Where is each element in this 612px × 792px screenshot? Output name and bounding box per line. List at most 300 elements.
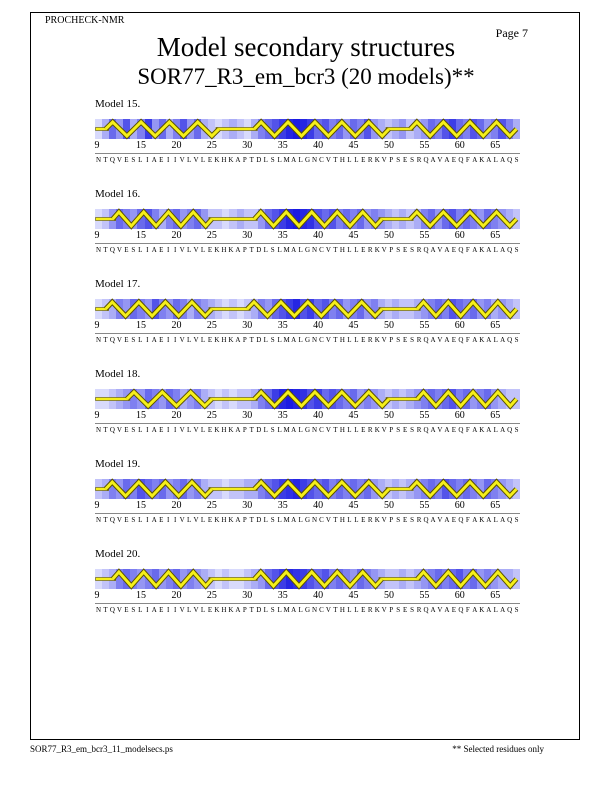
residue-letter: N — [95, 516, 102, 524]
tick-label: 65 — [490, 590, 501, 601]
helix — [254, 572, 382, 586]
residue-letter: Q — [423, 336, 429, 344]
tick-label: 40 — [313, 590, 324, 601]
tick-label: 15 — [136, 320, 147, 331]
residue-letter: V — [179, 246, 185, 254]
coil-segment — [209, 218, 258, 221]
residue-letter: D — [256, 156, 262, 164]
residue-letter: A — [500, 246, 506, 254]
residue-letter: S — [514, 606, 519, 614]
residue-letter: R — [416, 336, 422, 344]
tick-label: 55 — [419, 500, 430, 511]
residue-letter: S — [131, 246, 136, 254]
residue-letter: H — [339, 246, 345, 254]
tick-label: 60 — [454, 320, 465, 331]
residue-letter: T — [103, 516, 108, 524]
residue-letter: V — [437, 426, 443, 434]
residue-letter: V — [116, 606, 122, 614]
tick-label: 25 — [206, 140, 217, 151]
residue-letter: A — [472, 606, 478, 614]
secondary-structure-track — [95, 389, 520, 409]
residue-axis — [95, 230, 520, 242]
residue-letter: Q — [423, 156, 429, 164]
residue-letter: R — [416, 156, 422, 164]
tick-label: 9 — [94, 320, 100, 331]
residue-letter: E — [451, 606, 457, 614]
coil-segment — [386, 398, 420, 401]
residue-letter: A — [235, 156, 241, 164]
residue-letter: L — [347, 606, 352, 614]
coil-segment — [216, 128, 257, 131]
residue-axis — [95, 500, 520, 512]
residue-letter: V — [193, 516, 199, 524]
residue-letter: N — [95, 246, 102, 254]
tick-label: 45 — [348, 320, 359, 331]
residue-letter: R — [416, 426, 422, 434]
residue-letter: L — [298, 246, 303, 254]
footer-note: ** Selected residues only — [452, 744, 544, 754]
residue-letter: L — [493, 156, 498, 164]
residue-letter: L — [347, 426, 352, 434]
secondary-structure-track — [95, 299, 520, 319]
residue-letter: A — [500, 426, 506, 434]
residue-letter: K — [214, 606, 220, 614]
tick-label: 40 — [313, 500, 324, 511]
residue-letter: G — [305, 156, 311, 164]
residue-letter: V — [193, 156, 199, 164]
tick-label: 60 — [454, 140, 465, 151]
tick-label: 35 — [277, 230, 288, 241]
tick-label: 25 — [206, 590, 217, 601]
residue-letter: L — [186, 336, 192, 344]
residue-letter: S — [410, 246, 415, 254]
residue-letter: L — [354, 156, 359, 164]
residue-letter: H — [221, 426, 227, 434]
residue-letter: C — [319, 336, 324, 344]
residue-letter: A — [291, 246, 297, 254]
residue-letter: R — [367, 516, 373, 524]
residue-letter: E — [402, 246, 408, 254]
residue-letter: P — [389, 156, 394, 164]
residue-letter: T — [333, 516, 338, 524]
residue-letter: T — [333, 246, 338, 254]
residue-letter: A — [151, 516, 157, 524]
residue-letter: K — [228, 336, 234, 344]
residue-letter: P — [242, 156, 247, 164]
residue-letter: D — [256, 336, 262, 344]
tick-label: 40 — [313, 410, 324, 421]
residue-letter: A — [430, 336, 436, 344]
residue-letter: M — [283, 426, 290, 434]
residue-letter: E — [402, 156, 408, 164]
residue-letter: Q — [423, 246, 429, 254]
residue-letter: V — [116, 426, 122, 434]
residue-letter: A — [291, 426, 297, 434]
residue-letter: F — [465, 516, 470, 524]
residue-letter: A — [486, 156, 492, 164]
residue-letter: L — [186, 516, 192, 524]
residue-letter: V — [381, 516, 387, 524]
residue-letter: L — [493, 426, 498, 434]
residue-letter: S — [131, 336, 136, 344]
tick-label: 30 — [242, 230, 253, 241]
residue-letter: A — [472, 156, 478, 164]
residue-letter: L — [186, 156, 192, 164]
residue-letter: K — [228, 246, 234, 254]
residue-letter: V — [325, 156, 331, 164]
residue-letter: P — [389, 426, 394, 434]
residue-letter: E — [451, 246, 457, 254]
residue-letter: D — [256, 606, 262, 614]
residue-letter: A — [235, 606, 241, 614]
tick-label: 15 — [136, 410, 147, 421]
residue-letter: A — [151, 606, 157, 614]
residue-letter: T — [249, 426, 254, 434]
residue-letter: C — [319, 426, 324, 434]
model-block — [0, 458, 612, 528]
residue-letter: S — [396, 606, 401, 614]
residue-letter: R — [367, 426, 373, 434]
tick-label: 20 — [171, 410, 182, 421]
helix — [254, 212, 382, 226]
residue-letter: A — [444, 246, 450, 254]
residue-letter: T — [103, 606, 108, 614]
residue-letter: S — [131, 606, 136, 614]
tick-label: 35 — [277, 590, 288, 601]
tick-label: 9 — [94, 140, 100, 151]
tick-label: 45 — [348, 140, 359, 151]
residue-letter: I — [167, 336, 170, 344]
residue-letter: V — [437, 246, 443, 254]
residue-letter: L — [200, 336, 206, 344]
residue-letter: I — [167, 516, 170, 524]
coil-segment — [379, 578, 420, 581]
residue-letter: V — [437, 516, 443, 524]
tick-label: 30 — [242, 410, 253, 421]
residue-letter: K — [374, 606, 380, 614]
sequence-row — [95, 243, 520, 257]
residue-letter: L — [277, 246, 282, 254]
residue-letter: L — [263, 426, 268, 434]
tick-label: 50 — [383, 320, 394, 331]
residue-letter: Q — [507, 156, 513, 164]
tick-label: 65 — [490, 410, 501, 421]
residue-letter: V — [116, 246, 122, 254]
residue-letter: L — [347, 336, 352, 344]
residue-letter: N — [311, 336, 318, 344]
residue-letter: R — [416, 516, 422, 524]
residue-letter: I — [167, 246, 170, 254]
helix — [247, 302, 382, 316]
tick-label: 30 — [242, 500, 253, 511]
residue-letter: K — [214, 426, 220, 434]
program-name: PROCHECK-NMR — [45, 15, 125, 26]
residue-letter: T — [103, 246, 108, 254]
residue-letter: E — [207, 606, 213, 614]
residue-letter: V — [381, 156, 387, 164]
residue-letter: L — [138, 516, 143, 524]
residue-letter: A — [291, 606, 297, 614]
residue-letter: K — [374, 156, 380, 164]
tick-label: 45 — [348, 500, 359, 511]
residue-letter: S — [396, 516, 401, 524]
residue-letter: E — [361, 606, 366, 614]
residue-letter: E — [124, 426, 129, 434]
residue-letter: T — [333, 336, 338, 344]
tick-label: 40 — [313, 140, 324, 151]
residue-letter: Q — [423, 606, 429, 614]
residue-letter: A — [291, 156, 297, 164]
residue-letter: A — [151, 156, 157, 164]
residue-letter: P — [242, 246, 247, 254]
residue-letter: K — [228, 516, 234, 524]
residue-letter: I — [173, 246, 177, 254]
residue-letter: I — [146, 246, 149, 254]
model-block — [0, 188, 612, 258]
tick-label: 35 — [277, 140, 288, 151]
residue-letter: I — [173, 426, 177, 434]
residue-letter: S — [396, 156, 401, 164]
residue-letter: S — [410, 606, 415, 614]
residue-letter: E — [207, 516, 213, 524]
residue-letter: A — [235, 246, 241, 254]
residue-letter: Q — [109, 246, 115, 254]
residue-letter: N — [95, 156, 102, 164]
tick-label: 55 — [419, 320, 430, 331]
tick-label: 30 — [242, 590, 253, 601]
residue-letter: E — [159, 516, 164, 524]
residue-letter: S — [514, 516, 519, 524]
tick-label: 9 — [94, 590, 100, 601]
residue-letter: N — [311, 606, 318, 614]
tick-label: 40 — [313, 230, 324, 241]
residue-letter: E — [402, 336, 408, 344]
residue-letter: V — [381, 336, 387, 344]
tick-label: 9 — [94, 410, 100, 421]
residue-letter: V — [325, 426, 331, 434]
residue-letter: K — [479, 516, 485, 524]
page-subtitle: SOR77_R3_em_bcr3 (20 models)** — [137, 64, 475, 89]
residue-letter: L — [263, 246, 268, 254]
residue-letter: E — [124, 156, 129, 164]
residue-letter: S — [270, 246, 275, 254]
residue-letter: C — [319, 156, 324, 164]
residue-letter: V — [325, 336, 331, 344]
residue-letter: V — [381, 606, 387, 614]
secondary-structure-track — [95, 479, 520, 499]
residue-letter: Q — [458, 516, 464, 524]
residue-letter: V — [325, 606, 331, 614]
residue-letter: L — [298, 606, 303, 614]
residue-axis — [95, 140, 520, 152]
residue-letter: E — [361, 426, 366, 434]
tick-label: 35 — [277, 500, 288, 511]
residue-letter: V — [193, 426, 199, 434]
residue-letter: G — [305, 606, 311, 614]
residue-letter: V — [116, 156, 122, 164]
residue-letter: P — [389, 606, 394, 614]
coil-segment — [209, 398, 258, 401]
residue-letter: A — [500, 606, 506, 614]
residue-letter: T — [333, 426, 338, 434]
residue-letter: L — [277, 156, 282, 164]
residue-letter: Q — [507, 606, 513, 614]
tick-label: 20 — [171, 140, 182, 151]
sequence-row — [95, 513, 520, 527]
residue-letter: E — [159, 336, 164, 344]
tick-label: 20 — [171, 320, 182, 331]
tick-label: 55 — [419, 410, 430, 421]
residue-letter: A — [472, 426, 478, 434]
page-number: Page 7 — [495, 26, 528, 40]
residue-letter: L — [263, 606, 268, 614]
residue-letter: H — [339, 156, 345, 164]
residue-letter: L — [298, 336, 303, 344]
residue-letter: S — [270, 606, 275, 614]
tick-label: 55 — [419, 230, 430, 241]
tick-label: 45 — [348, 410, 359, 421]
model-label: Model 16. — [95, 188, 141, 200]
residue-letter: A — [291, 516, 297, 524]
residue-letter: A — [444, 516, 450, 524]
tick-label: 60 — [454, 230, 465, 241]
residue-letter: S — [131, 156, 136, 164]
coil-segment — [379, 218, 413, 221]
residue-letter: S — [514, 246, 519, 254]
residue-letter: E — [207, 156, 213, 164]
residue-letter: L — [347, 246, 352, 254]
tick-label: 50 — [383, 230, 394, 241]
helix — [254, 482, 389, 496]
residue-letter: P — [242, 426, 247, 434]
tick-label: 40 — [313, 320, 324, 331]
residue-letter: I — [146, 336, 149, 344]
residue-letter: N — [95, 606, 102, 614]
tick-label: 65 — [490, 320, 501, 331]
tick-label: 15 — [136, 500, 147, 511]
residue-letter: L — [263, 156, 268, 164]
tick-label: 55 — [419, 140, 430, 151]
residue-letter: E — [207, 246, 213, 254]
residue-letter: Q — [423, 516, 429, 524]
residue-letter: L — [354, 606, 359, 614]
residue-letter: M — [283, 516, 290, 524]
residue-letter: L — [263, 516, 268, 524]
tick-label: 55 — [419, 590, 430, 601]
residue-letter: E — [124, 246, 129, 254]
helix — [254, 122, 389, 136]
residue-letter: V — [437, 336, 443, 344]
residue-letter: A — [151, 246, 157, 254]
residue-letter: V — [437, 606, 443, 614]
model-label: Model 19. — [95, 458, 141, 470]
tick-label: 9 — [94, 500, 100, 511]
residue-letter: L — [263, 336, 268, 344]
residue-letter: H — [221, 606, 227, 614]
coil-segment — [379, 308, 420, 311]
residue-letter: A — [500, 156, 506, 164]
residue-letter: R — [367, 606, 373, 614]
residue-letter: E — [451, 156, 457, 164]
tick-label: 50 — [383, 140, 394, 151]
residue-letter: P — [242, 606, 247, 614]
residue-letter: L — [200, 606, 206, 614]
tick-label: 45 — [348, 590, 359, 601]
residue-letter: L — [298, 426, 303, 434]
residue-letter: A — [151, 336, 157, 344]
residue-letter: A — [486, 606, 492, 614]
secondary-structure-track — [95, 119, 520, 139]
residue-letter: Q — [507, 246, 513, 254]
residue-letter: R — [367, 246, 373, 254]
residue-letter: A — [500, 336, 506, 344]
residue-letter: Q — [507, 426, 513, 434]
residue-letter: A — [235, 426, 241, 434]
residue-letter: E — [361, 156, 366, 164]
tick-label: 35 — [277, 410, 288, 421]
coil-segment — [209, 578, 258, 581]
residue-letter: T — [103, 156, 108, 164]
residue-letter: K — [214, 246, 220, 254]
residue-letter: L — [298, 156, 303, 164]
residue-letter: P — [389, 516, 394, 524]
residue-letter: F — [465, 606, 470, 614]
residue-letter: L — [138, 156, 143, 164]
residue-letter: I — [146, 516, 149, 524]
residue-letter: T — [249, 336, 254, 344]
residue-letter: K — [228, 606, 234, 614]
residue-letter: N — [311, 246, 318, 254]
residue-letter: H — [221, 516, 227, 524]
tick-label: 20 — [171, 230, 182, 241]
model-label: Model 20. — [95, 548, 141, 560]
tick-label: 65 — [490, 140, 501, 151]
residue-letter: I — [146, 606, 149, 614]
tick-label: 65 — [490, 230, 501, 241]
residue-letter: Q — [109, 336, 115, 344]
residue-letter: K — [214, 336, 220, 344]
residue-letter: A — [151, 426, 157, 434]
residue-letter: H — [339, 516, 345, 524]
residue-letter: H — [221, 246, 227, 254]
residue-letter: V — [381, 426, 387, 434]
residue-letter: P — [389, 246, 394, 254]
residue-letter: E — [159, 426, 164, 434]
residue-letter: G — [305, 516, 311, 524]
residue-letter: V — [179, 336, 185, 344]
tick-label: 25 — [206, 500, 217, 511]
residue-letter: G — [305, 246, 311, 254]
residue-letter: Q — [423, 426, 429, 434]
residue-axis — [95, 590, 520, 602]
residue-letter: R — [367, 156, 373, 164]
residue-letter: Q — [458, 606, 464, 614]
residue-letter: P — [242, 336, 247, 344]
residue-letter: E — [159, 246, 164, 254]
residue-letter: V — [179, 516, 185, 524]
residue-letter: N — [311, 156, 318, 164]
residue-letter: L — [493, 516, 498, 524]
residue-letter: D — [256, 426, 262, 434]
residue-letter: E — [451, 336, 457, 344]
residue-letter: A — [444, 606, 450, 614]
residue-letter: E — [124, 606, 129, 614]
residue-letter: A — [235, 516, 241, 524]
residue-letter: K — [214, 156, 220, 164]
residue-letter: M — [283, 336, 290, 344]
residue-letter: A — [486, 426, 492, 434]
residue-letter: Q — [109, 426, 115, 434]
